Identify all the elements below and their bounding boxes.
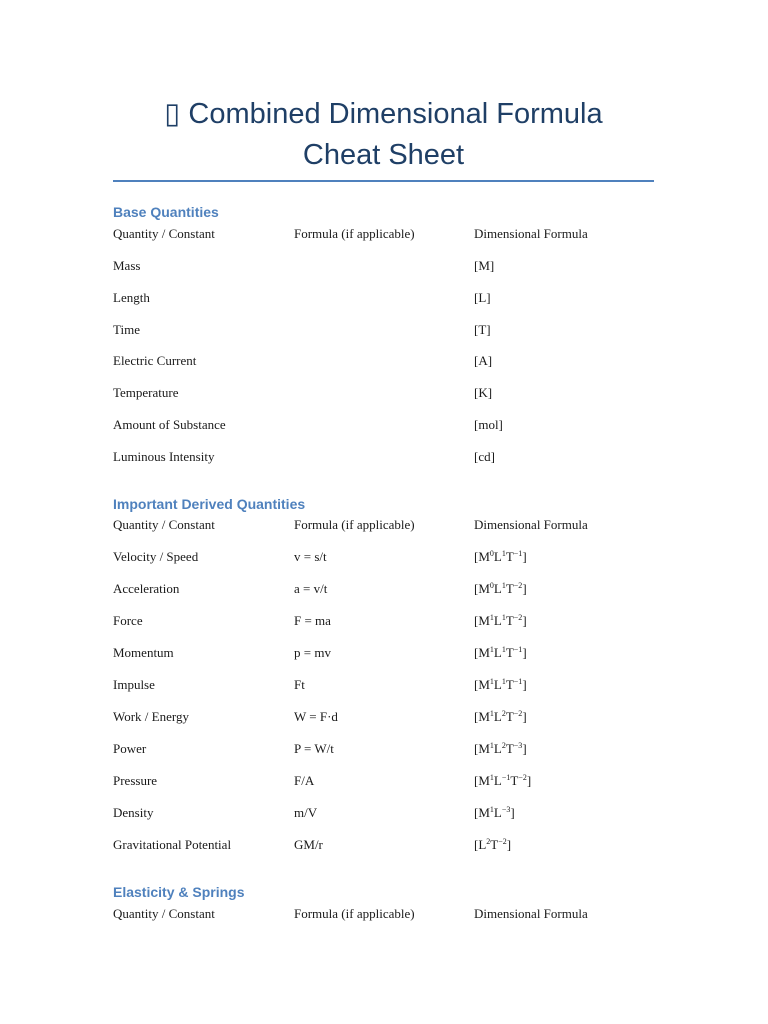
dimension-cell: [A] [474,353,493,368]
quantity-cell: Luminous Intensity [113,449,215,464]
column-header-dimension: Dimensional Formula [474,906,588,921]
dimension-cell: [K] [474,385,493,400]
dimension-cell: $[M^1L^{-3}]$ [474,805,515,820]
dimension-cell: $[L^2T^{-2}]$ [474,837,512,852]
table-row [113,835,654,855]
formula-cell: m/V [294,805,318,820]
quantity-cell: Length [113,290,150,305]
quantity-cell: Pressure [113,773,158,788]
dimension-cell: [L] [474,290,491,305]
dimension-cell: $[M^0L^1T^{-1}]$ [474,549,527,564]
quantity-cell: Gravitational Potential [113,837,232,852]
quantity-cell: Impulse [113,677,155,692]
table-row [113,611,654,631]
table-row [113,320,654,340]
formula-cell: F/A [294,773,315,788]
column-header-formula: Formula (if applicable) [294,906,415,921]
formula-cell: a = v/t [294,581,328,596]
table-row [113,643,654,663]
formula-cell: Ft [294,677,305,692]
quantity-cell: Amount of Substance [113,417,226,432]
title-divider [113,180,654,182]
formula-cell: P = W/t [294,741,334,756]
quantity-cell: Force [113,613,143,628]
table-row [113,447,654,467]
section-heading-elasticity-springs: Elasticity & Springs [113,884,245,900]
table-row [113,547,654,567]
column-header-formula: Formula (if applicable) [294,226,415,241]
column-header-quantity: Quantity / Constant [113,517,215,532]
table-row [113,351,654,371]
table-header-row [113,904,654,924]
title-line-2: Cheat Sheet [302,139,465,171]
column-header-quantity: Quantity / Constant [113,906,215,921]
quantity-cell: Density [113,805,154,820]
section-heading-derived-quantities: Important Derived Quantities [113,496,306,512]
table-row [113,707,654,727]
table-header-row [113,224,654,244]
table-row [113,383,654,403]
table-row [113,675,654,695]
quantity-cell: Acceleration [113,581,180,596]
quantity-cell: Power [113,741,147,756]
quantity-cell: Time [113,322,140,337]
section-heading-base-quantities: Base Quantities [113,204,219,220]
page-title [113,94,654,176]
formula-cell: F = ma [294,613,331,628]
table-row [113,739,654,759]
column-header-dimension: Dimensional Formula [474,226,588,241]
dimension-cell: [T] [474,322,491,337]
quantity-cell: Momentum [113,645,174,660]
dimension-cell: $[M^1L^2T^{-2}]$ [474,709,527,724]
table-row [113,256,654,276]
dimension-cell: [M] [474,258,495,273]
dimension-cell: $[M^1L^1T^{-2}]$ [474,613,527,628]
table-row [113,288,654,308]
dimension-cell: $[M^1L^1T^{-1}]$ [474,645,527,660]
table-row [113,415,654,435]
quantity-cell: Mass [113,258,141,273]
formula-cell: W = F·d [294,709,338,724]
dimension-cell: [mol] [474,417,503,432]
quantity-cell: Temperature [113,385,179,400]
dimension-cell: [cd] [474,449,495,464]
title-line-1: ▯ Combined Dimensional Formula [164,98,603,130]
formula-cell: GM/r [294,837,323,852]
dimension-cell: $[M^1L^{-1}T^{-2}]$ [474,773,532,788]
table-header-row [113,515,654,535]
dimension-cell: $[M^1L^1T^{-1}]$ [474,677,527,692]
table-row [113,579,654,599]
table-row [113,771,654,791]
dimension-cell: $[M^0L^1T^{-2}]$ [474,581,527,596]
column-header-formula: Formula (if applicable) [294,517,415,532]
formula-cell: v = s/t [294,549,327,564]
dimension-cell: $[M^1L^2T^{-3}]$ [474,741,527,756]
quantity-cell: Velocity / Speed [113,549,199,564]
column-header-dimension: Dimensional Formula [474,517,588,532]
quantity-cell: Work / Energy [113,709,189,724]
quantity-cell: Electric Current [113,353,197,368]
table-row [113,803,654,823]
column-header-quantity: Quantity / Constant [113,226,215,241]
formula-cell: p = mv [294,645,331,660]
